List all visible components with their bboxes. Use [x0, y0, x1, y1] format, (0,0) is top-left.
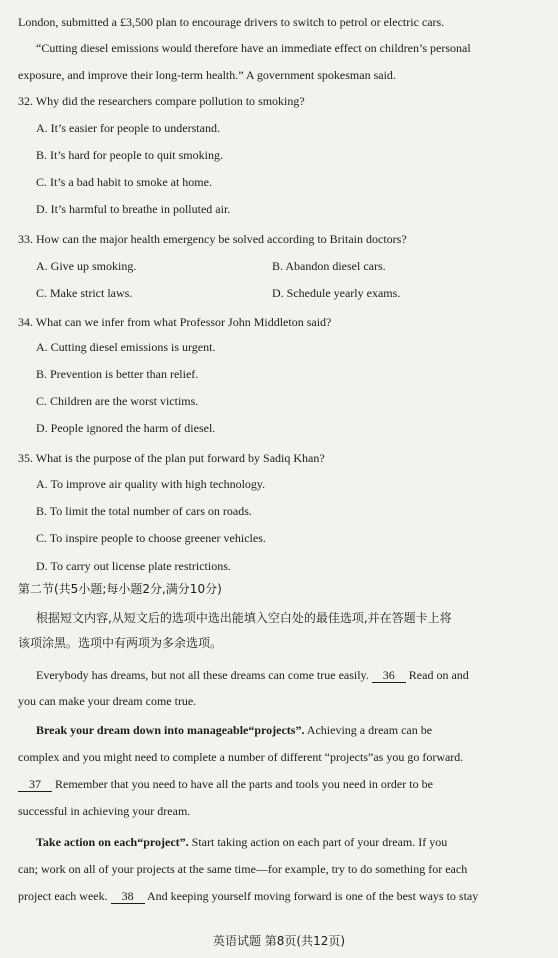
- q32-option-b: B. It’s hard for people to quit smoking.: [36, 148, 223, 162]
- q33-option-b: B. Abandon diesel cars.: [272, 259, 386, 273]
- passage2-line: [36, 667, 558, 683]
- q33-options-row1: [36, 258, 558, 274]
- question-32-stem: 32. Why did the researchers compare pollution to smoking?: [18, 94, 305, 108]
- passage2-line: [29, 776, 558, 792]
- passage2-line: you can make your dream come true.: [18, 694, 197, 708]
- q33-option-d: D. Schedule yearly exams.: [272, 286, 401, 300]
- blank-38[interactable]: 38: [111, 890, 145, 904]
- question-35-stem: 35. What is the purpose of the plan put forward by Sadiq Khan?: [18, 451, 325, 465]
- passage2-line: can; work on all of your projects at the same time—for example, try to do something for each: [18, 862, 468, 876]
- page-footer: 英语试题 第8页(共12页): [212, 934, 346, 948]
- q33-option-c: C. Make strict laws.: [36, 286, 133, 300]
- passage2-text: Remember that you need to have all the parts and tools you need in order to be: [55, 777, 433, 791]
- blank-36[interactable]: 36: [372, 669, 406, 683]
- passage-line: exposure, and improve their long-term health.” A government spokesman said.: [18, 68, 396, 82]
- q34-option-c: C. Children are the worst victims.: [36, 394, 199, 408]
- passage2-text: project each week.: [18, 889, 108, 903]
- blank-37[interactable]: 37: [18, 778, 52, 792]
- passage2-line: [36, 834, 558, 850]
- passage2-line: [18, 888, 558, 904]
- passage2-text: Achieving a dream can be: [306, 723, 433, 737]
- section-instructions-line1: 根据短文内容,从短文后的选项中选出能填入空白处的最佳选项,并在答题卡上将: [36, 611, 452, 625]
- passage2-text: Everybody has dreams, but not all these dreams can come true easily.: [36, 668, 369, 682]
- q34-option-a: A. Cutting diesel emissions is urgent.: [36, 340, 216, 354]
- passage-line: London, submitted a £3,500 plan to encourage drivers to switch to petrol or electric cars.: [18, 15, 445, 29]
- question-34-stem: 34. What can we infer from what Professor John Middleton said?: [18, 315, 332, 329]
- q32-option-d: D. It’s harmful to breathe in polluted air.: [36, 202, 231, 216]
- subheading-projects: Break your dream down into manageable“projects”.: [36, 723, 305, 737]
- q32-option-c: C. It’s a bad habit to smoke at home.: [36, 175, 212, 189]
- passage2-text: Read on and: [408, 668, 469, 682]
- passage2-line: complex and you might need to complete a number of different “projects”as you go forward.: [18, 750, 464, 764]
- subheading-take-action: Take action on each“project”.: [36, 835, 189, 849]
- q35-option-b: B. To limit the total number of cars on roads.: [36, 504, 252, 518]
- passage-line: “Cutting diesel emissions would therefore have an immediate effect on children’s personal: [36, 41, 471, 55]
- passage2-line: successful in achieving your dream.: [18, 804, 191, 818]
- q34-option-d: D. People ignored the harm of diesel.: [36, 421, 216, 435]
- q33-option-a: A. Give up smoking.: [36, 259, 137, 273]
- q35-option-a: A. To improve air quality with high technology.: [36, 477, 266, 491]
- passage2-text: And keeping yourself moving forward is one of the best ways to stay: [146, 889, 479, 903]
- q35-option-c: C. To inspire people to choose greener vehicles.: [36, 531, 266, 545]
- section-heading: 第二节(共5小题;每小题2分,满分10分): [18, 582, 222, 596]
- section-instructions-line2: 该项涂黑。选项中有两项为多余选项。: [18, 636, 223, 650]
- q34-option-b: B. Prevention is better than relief.: [36, 367, 199, 381]
- passage2-line: [36, 722, 558, 738]
- question-33-stem: 33. How can the major health emergency be solved according to Britain doctors?: [18, 232, 407, 246]
- q32-option-a: A. It’s easier for people to understand.: [36, 121, 220, 135]
- q35-option-d: D. To carry out license plate restrictions.: [36, 559, 231, 573]
- passage2-text: Start taking action on each part of your dream. If you: [191, 835, 448, 849]
- q33-options-row2: [36, 285, 558, 301]
